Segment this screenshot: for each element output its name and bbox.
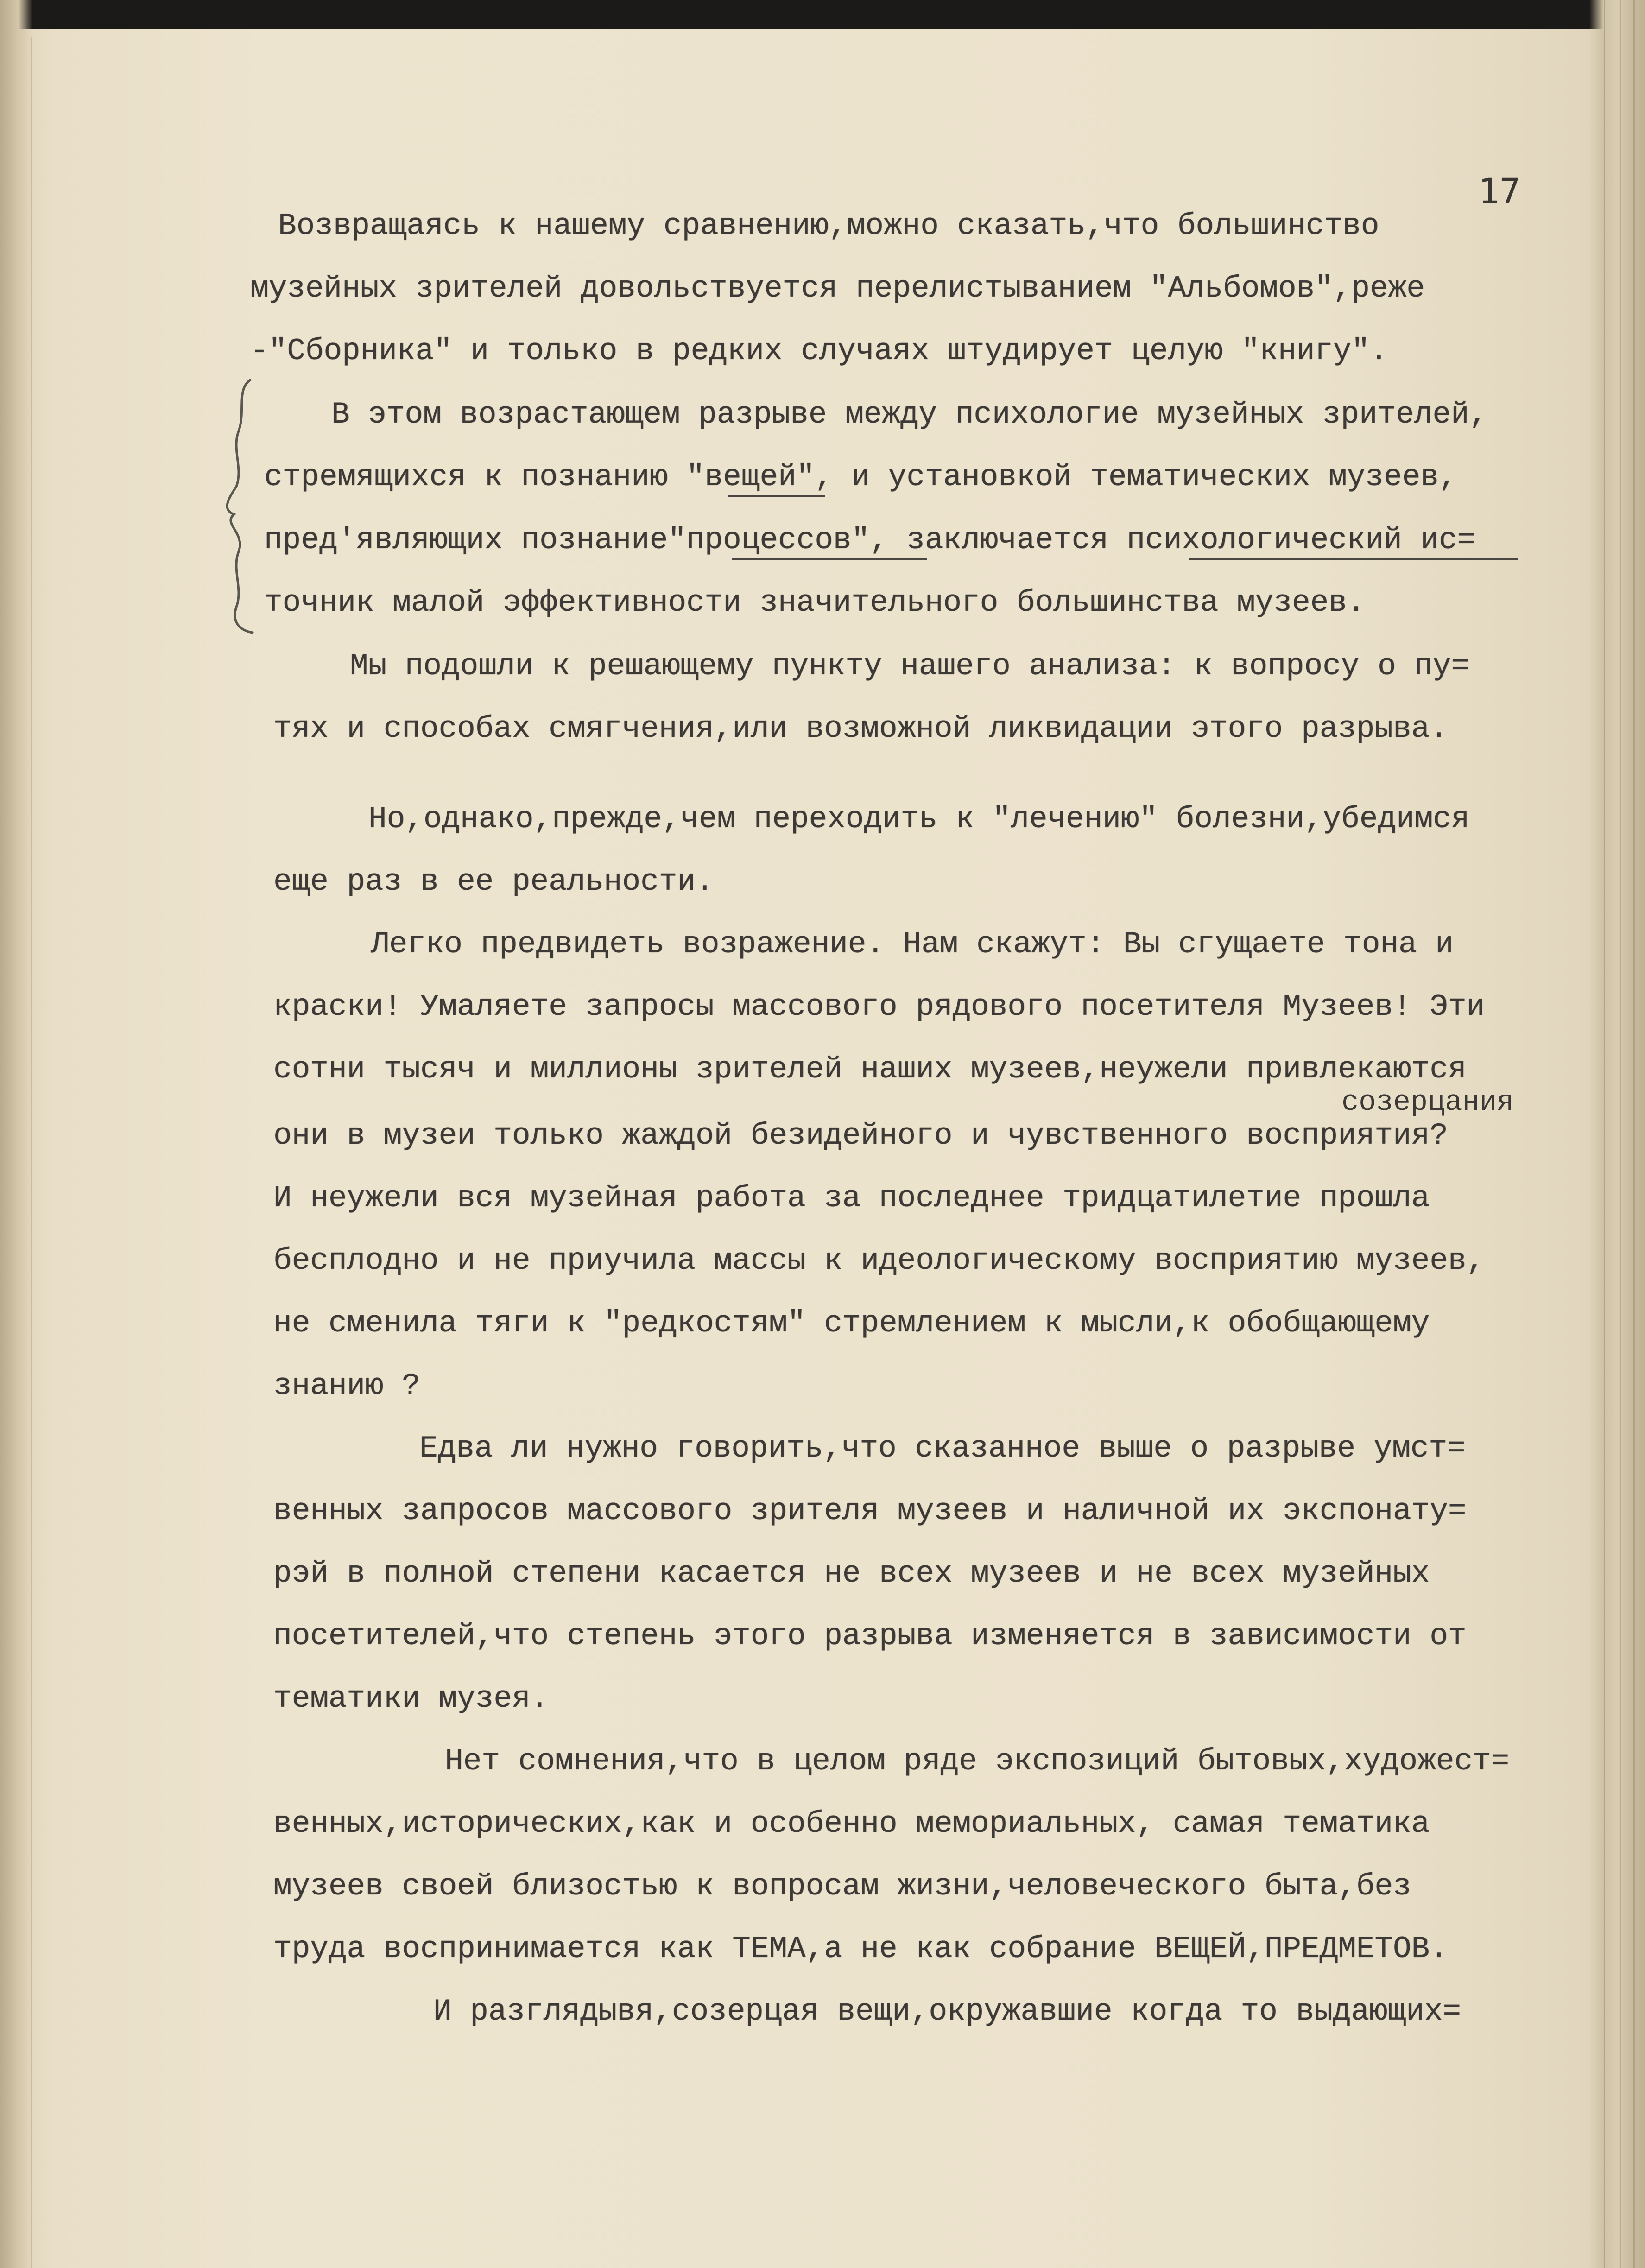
text-line: Мы подошли к решающему пункту нашего анализа: к вопросу о пу= <box>350 649 1469 684</box>
paper-stack-line <box>1633 0 1635 2268</box>
margin-bracket-mark <box>218 375 269 635</box>
text-line: тях и способах смягчения,или возможной ликвидации этого разрыва. <box>273 711 1448 746</box>
paper-stack-edge <box>1589 0 1645 2268</box>
text-line: они в музеи только жаждой безидейного и чувственного восприятия? <box>273 1118 1448 1153</box>
handwritten-insert: созерцания <box>1341 1086 1514 1119</box>
text-line: сотни тысяч и миллионы зрителей наших музеев,неужели привлекаются <box>273 1052 1467 1087</box>
text-line: посетителей,что степень этого разрыва изменяется в зависимости от <box>273 1619 1467 1653</box>
text-line: Нет сомнения,что в целом ряде экспозиций бытовых,художест= <box>445 1744 1510 1779</box>
text-line: венных,исторических,как и особенно мемориальных, самая тематика <box>273 1806 1430 1841</box>
word-underline <box>728 495 825 497</box>
text-line: труда воспринимается как ТЕМА,а не как собрание ВЕЩЕЙ,ПРЕДМЕТОВ. <box>273 1932 1448 1966</box>
page-number: 17 <box>1478 171 1521 212</box>
text-line: музейных зрителей довольствуется перелистыванием "Альбомов",реже <box>250 271 1425 306</box>
paper-stack-line <box>1604 0 1605 2268</box>
text-line: бесплодно и не приучила массы к идеологическому восприятию музеев, <box>273 1243 1485 1278</box>
text-line: Едва ли нужно говорить,что сказанное выше о разрыве умст= <box>419 1431 1466 1466</box>
text-line: Но,однако,прежде,чем переходить к "лечению" болезни,убедимся <box>368 802 1470 836</box>
text-line: И разглядывя,созерцая вещи,окружавшие когда то выдающих= <box>433 1994 1461 2029</box>
scan-top-border <box>0 0 1645 29</box>
text-line: рэй в полной степени касается не всех музеев и не всех музейных <box>273 1556 1430 1591</box>
text-line: венных запросов массового зрителя музеев и наличной их экспонату= <box>273 1494 1467 1528</box>
text-line: знанию ? <box>273 1368 420 1403</box>
text-line: И неужели вся музейная работа за последнее тридцатилетие прошла <box>273 1181 1430 1216</box>
text-line: -"Сборника" и только в редких случаях штудирует целую "книгу". <box>250 334 1388 368</box>
text-line: краски! Умаляете запросы массового рядового посетителя Музеев! Эти <box>273 989 1485 1024</box>
text-line: не сменила тяги к "редкостям" стремлением к мысли,к обобщающему <box>273 1306 1430 1341</box>
text-line: стремящихся к познанию "вещей", и установкой тематических музеев, <box>264 460 1457 494</box>
text-line: точник малой эффективности значительного большинства музеев. <box>264 585 1366 620</box>
word-underline <box>1189 558 1518 560</box>
text-line: В этом возрастающем разрыве между психологие музейных зрителей, <box>331 397 1488 432</box>
text-line: музеев своей близостью к вопросам жизни,человеческого быта,без <box>273 1869 1411 1904</box>
paper-left-edge <box>0 0 32 2268</box>
text-line: еще раз в ее реальности. <box>273 864 714 899</box>
text-line: тематики музея. <box>273 1681 549 1716</box>
text-line: Легко предвидеть возражение. Нам скажут: Вы сгущаете тона и <box>371 927 1454 962</box>
word-underline <box>732 558 927 560</box>
text-line: Возвращаясь к нашему сравнению,можно сказать,что большинство <box>278 209 1379 243</box>
paper-stack-line <box>1620 0 1621 2268</box>
text-line: пред'являющих познание"процессов", заключается психологический ис= <box>264 523 1476 557</box>
paper-fold-line <box>31 37 32 2268</box>
